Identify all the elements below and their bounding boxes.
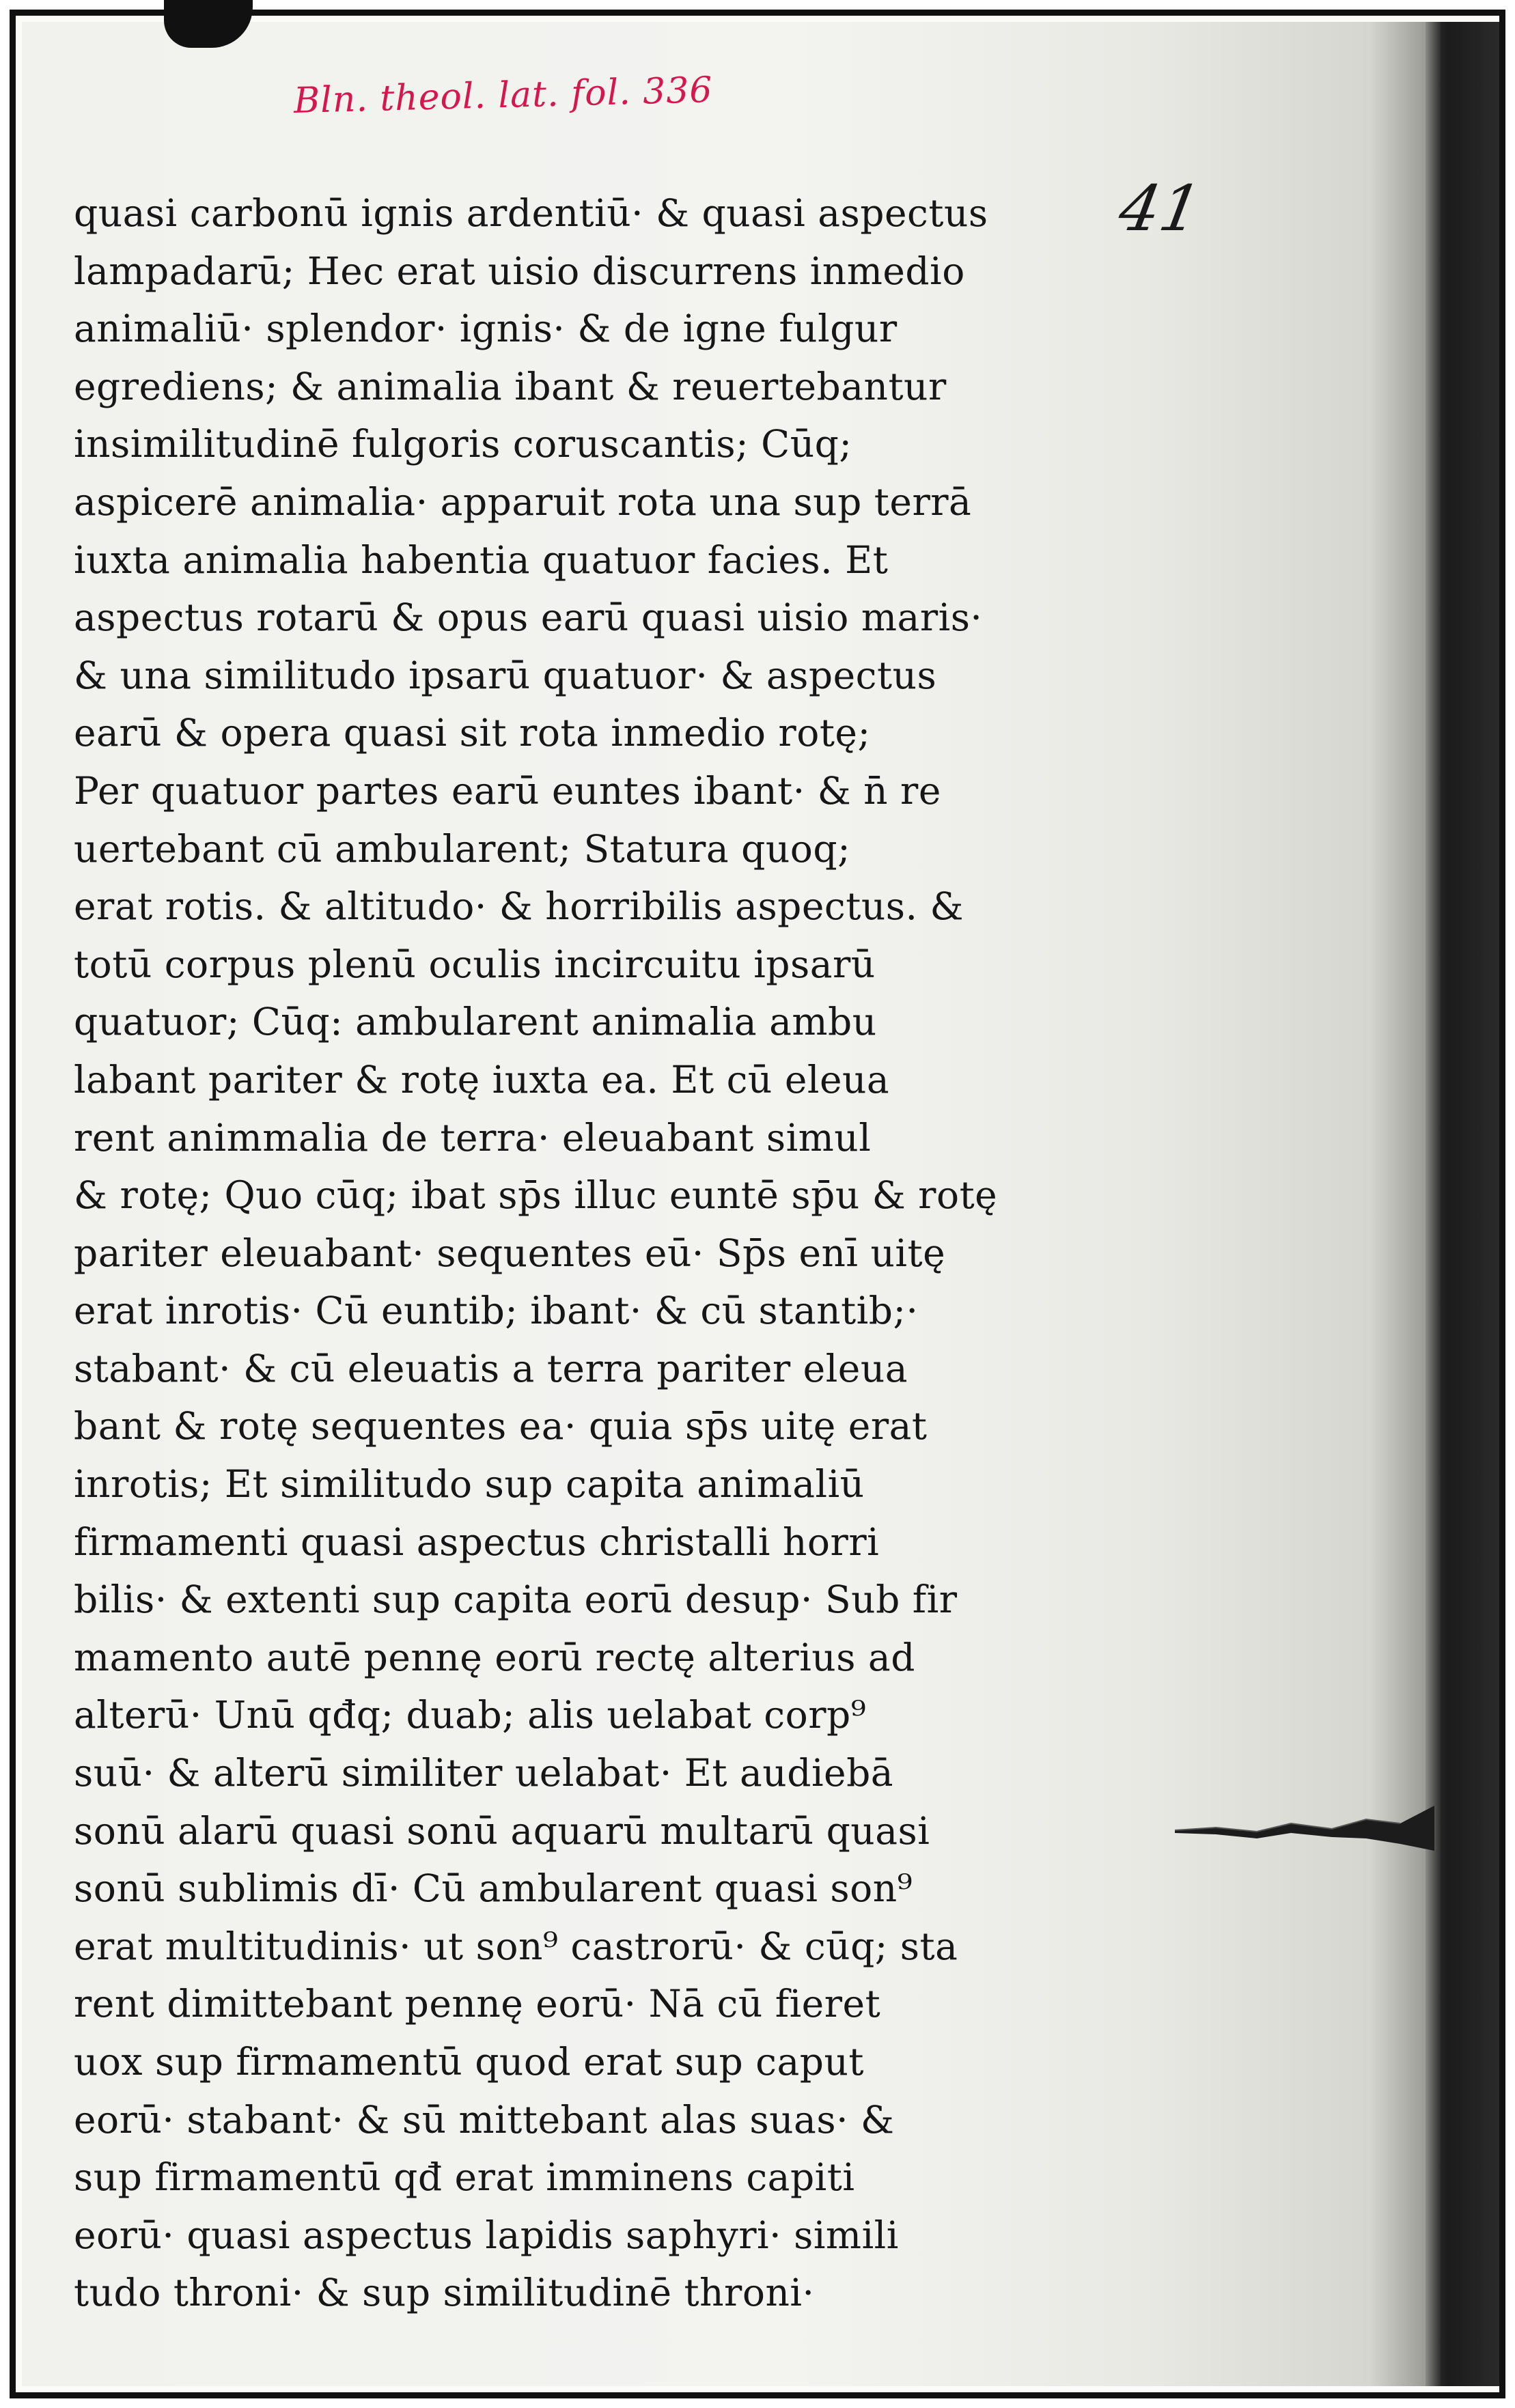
text-line: Per quatuor partes earū euntes ibant· & n̄ re xyxy=(74,768,941,813)
text-line: totū corpus plenū oculis incircuitu ipsarū xyxy=(74,942,876,986)
text-line: eorū· quasi aspectus lapidis saphyri· simili xyxy=(74,2213,899,2257)
text-line: uox sup firmamentū quod erat sup caput xyxy=(74,2040,865,2084)
text-line: quatuor; Cūq: ambularent animalia ambu xyxy=(74,1000,877,1044)
text-line: insimilitudinē fulgoris coruscantis; Cūq; xyxy=(74,422,852,466)
text-line: eorū· stabant· & sū mittebant alas suas· & xyxy=(74,2097,895,2142)
folio-number: 41 xyxy=(1113,172,1207,245)
text-line: egrediens; & animalia ibant & reuertebantur xyxy=(74,364,947,408)
text-line: alterū· Unū qđq; duab; alis uelabat corp⁹ xyxy=(74,1693,867,1737)
text-line: labant pariter & rotę iuxta ea. Et cū eleua xyxy=(74,1057,890,1102)
text-line: lampadarū; Hec erat uisio discurrens inmedio xyxy=(74,249,965,293)
text-line: tudo throni· & sup similitudinē throni· xyxy=(74,2271,815,2315)
text-line: & rotę; Quo cūq; ibat sp̄s illuc euntē sp̄u & rotę xyxy=(74,1173,998,1218)
text-line: animaliū· splendor· ignis· & de igne fulgur xyxy=(74,307,898,351)
manuscript-text xyxy=(74,184,1071,2322)
text-line: quasi carbonū ignis ardentiū· & quasi aspectus xyxy=(74,191,988,235)
text-line: aspicerē animalia· apparuit rota una sup terrā xyxy=(74,479,972,524)
text-line: pariter eleuabant· sequentes eū· Sp̄s enī uitę xyxy=(74,1231,946,1275)
gutter-edge xyxy=(1426,22,1441,2386)
text-line: earū & opera quasi sit rota inmedio rotę; xyxy=(74,711,871,755)
parchment-tear xyxy=(1175,1803,1434,1851)
text-line: uertebant cū ambularent; Statura quoq; xyxy=(74,826,851,871)
text-line: erat multitudinis· ut son⁹ castrorū· & cūq; sta xyxy=(74,1924,958,1968)
text-line: bilis· & extenti sup capita eorū desup· Sub fir xyxy=(74,1578,958,1622)
text-line: rent animmalia de terra· eleuabant simul xyxy=(74,1115,872,1160)
text-line: erat inrotis· Cū euntib; ibant· & cū stantib;· xyxy=(74,1289,919,1333)
text-line: bant & rotę sequentes ea· quia sp̄s uitę erat xyxy=(74,1404,928,1448)
text-line: stabant· & cū eleuatis a terra pariter eleua xyxy=(74,1346,908,1390)
text-line: erat rotis. & altitudo· & horribilis aspectus. & xyxy=(74,884,964,929)
text-line: firmamenti quasi aspectus christalli horri xyxy=(74,1520,880,1564)
text-line: aspectus rotarū & opus earū quasi uisio maris· xyxy=(74,596,983,640)
text-line: rent dimittebant pennę eorū· Nā cū fieret xyxy=(74,1982,881,2026)
text-line: mamento autē pennę eorū rectę alterius ad xyxy=(74,1635,915,1679)
text-line: iuxta animalia habentia quatuor facies. Et xyxy=(74,537,889,582)
text-line: sonū alarū quasi sonū aquarū multarū quasi xyxy=(74,1808,930,1853)
text-line: sup firmamentū qđ erat imminens capiti xyxy=(74,2155,855,2200)
text-line: & una similitudo ipsarū quatuor· & aspectus xyxy=(74,653,937,697)
text-line: suū· & alterū similiter uelabat· Et audiebā xyxy=(74,1751,894,1795)
shelfmark-annotation: Bln. theol. lat. fol. 336 xyxy=(293,69,714,122)
text-line: sonū sublimis dī· Cū ambularent quasi son⁹ xyxy=(74,1866,913,1911)
text-line: inrotis; Et similitudo sup capita animaliū xyxy=(74,1462,865,1507)
